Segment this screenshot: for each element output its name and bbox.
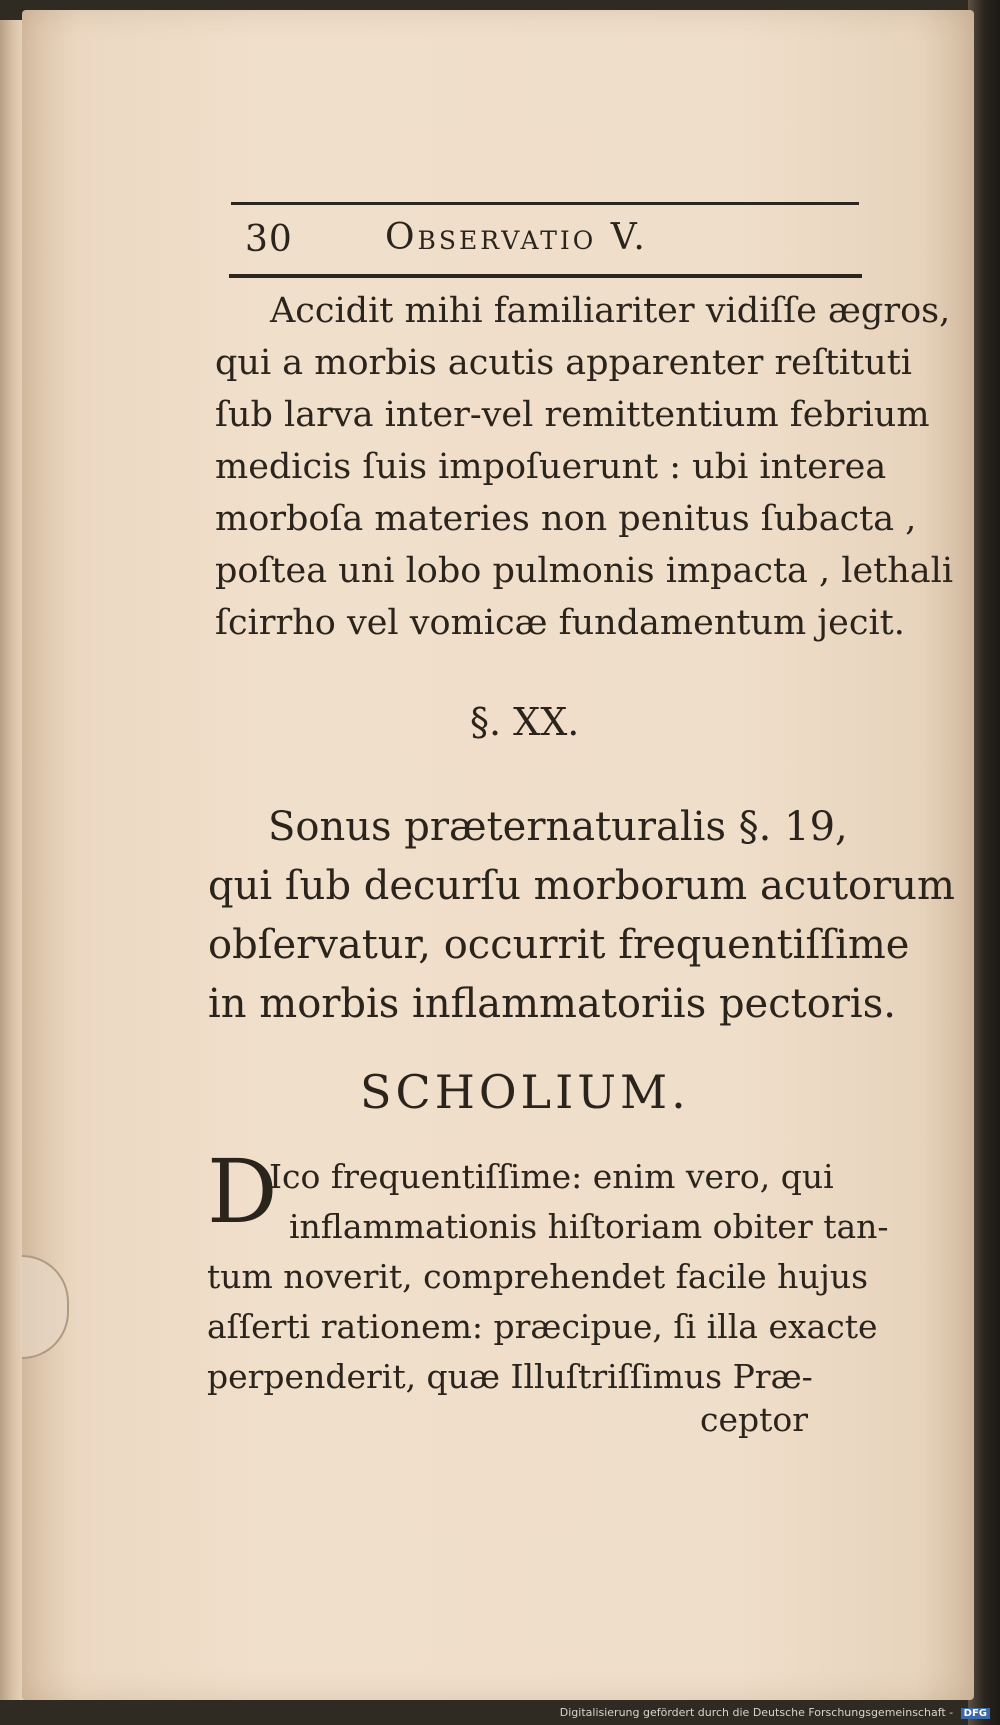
- text-line: Sonus præternaturalis §. 19,: [268, 804, 848, 850]
- dfg-logo: DFG: [961, 1708, 990, 1719]
- paragraph-scholium: [207, 1152, 889, 1402]
- text-line: morboſa materies non penitus ſubacta ,: [215, 499, 917, 539]
- text-line: perpenderit, quæ Illuſtriſſimus Præ-: [207, 1357, 813, 1396]
- text-line: tum noverit, comprehendet facile hujus: [207, 1257, 869, 1296]
- paragraph-observation: [215, 285, 953, 649]
- text-line: ſcirrho vel vomicæ fundamentum jecit.: [215, 603, 905, 643]
- header-rule-bottom: [229, 274, 862, 278]
- text-line: aſſerti rationem: præcipue, ſi illa exacte: [207, 1307, 878, 1346]
- text-line: qui a morbis acutis apparenter reſtituti: [215, 343, 912, 383]
- header-rule-top: [231, 202, 859, 205]
- section-heading: §. XX.: [470, 700, 580, 744]
- text-line: in morbis inflammatoriis pectoris.: [208, 981, 896, 1027]
- paragraph-section-xx: [208, 798, 955, 1034]
- running-title: Observatio V.: [385, 217, 648, 258]
- digitization-credit: [0, 1706, 990, 1719]
- running-head: [245, 213, 845, 263]
- text-line: inflammationis hiſtoriam obiter tan-: [289, 1207, 889, 1246]
- page-clip: [22, 1255, 69, 1359]
- text-line: obſervatur, occurrit frequentiſſime: [208, 922, 910, 968]
- text-line: qui ſub decurſu morborum acutorum: [208, 863, 955, 909]
- drop-cap: D: [207, 1140, 278, 1243]
- text-line: medicis ſuis impoſuerunt : ubi interea: [215, 447, 887, 487]
- page-number: 30: [245, 219, 293, 260]
- text-line: Ico frequentiſſime: enim vero, qui: [269, 1157, 834, 1196]
- scholium-heading: SCHOLIUM.: [360, 1065, 690, 1119]
- text-line: ſub larva inter-vel remittentium febrium: [215, 395, 930, 435]
- catchword: ceptor: [700, 1400, 809, 1439]
- credit-text: Digitalisierung gefördert durch die Deutsche Forschungsgemeinschaft -: [559, 1706, 954, 1719]
- text-line: poſtea uni lobo pulmonis impacta , lethali: [215, 551, 954, 591]
- text-line: Accidit mihi familiariter vidiſſe ægros,: [270, 291, 951, 331]
